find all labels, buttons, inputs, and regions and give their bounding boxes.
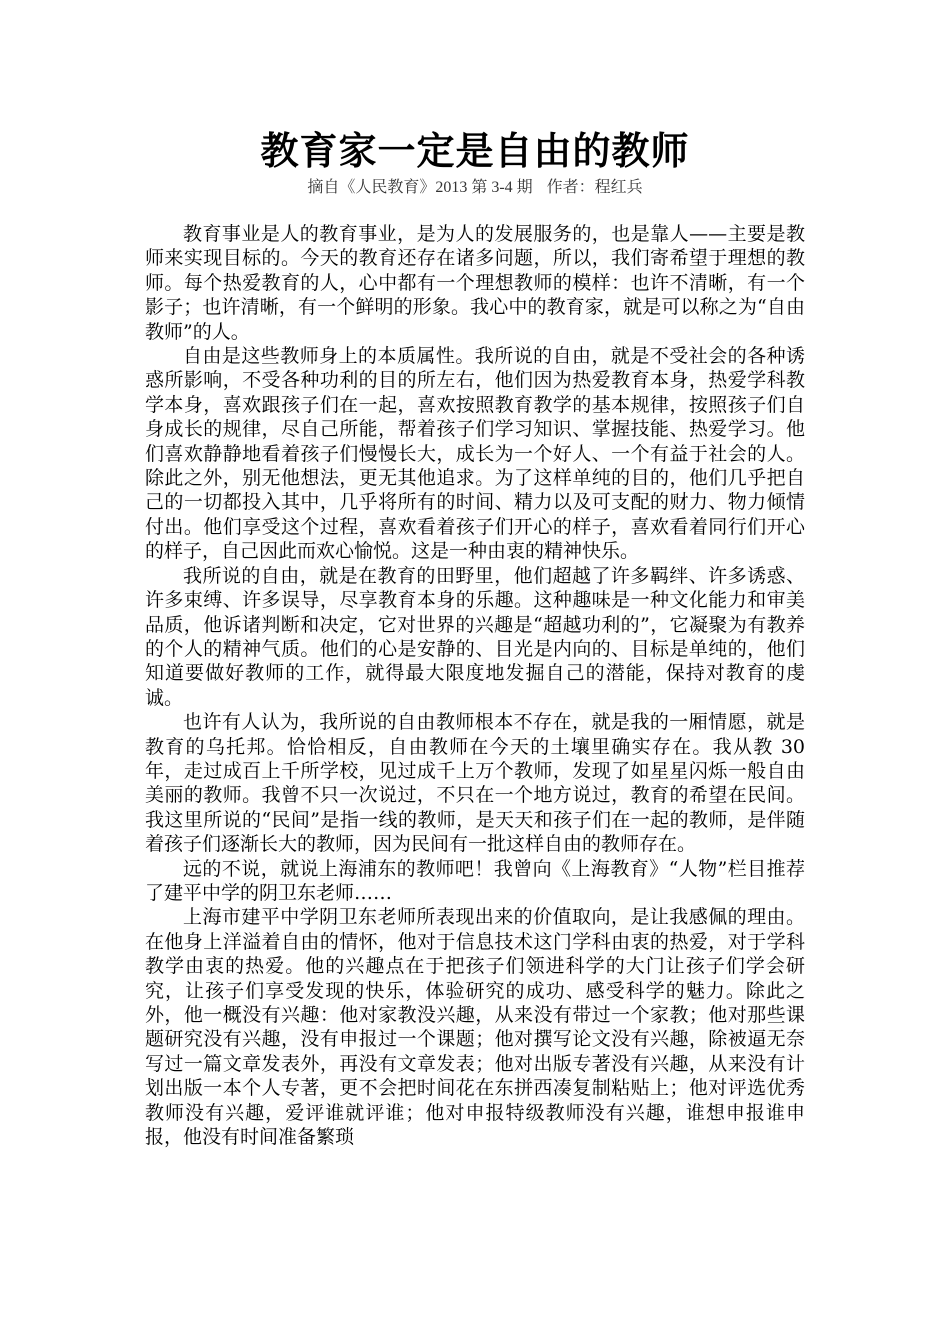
body-paragraph: 教育事业是人的教育事业，是为人的发展服务的，也是靠人——主要是教师来实现目标的。今天的教育还存在诸多问题，所以，我们寄希望于理想的教师。每个热爱教育的人，心中都有一个理想教师的模样：也许不清晰，有一个影子；也许清晰，有一个鲜明的形象。我心中的教育家，就是可以称之为“自由教师”的人。 — [145, 223, 805, 343]
body-paragraph: 远的不说，就说上海浦东的教师吧！我曾向《上海教育》“人物”栏目推荐了建平中学的阴卫东老师…… — [145, 857, 805, 904]
body-paragraph: 也许有人认为，我所说的自由教师根本不存在，就是我的一厢情愿，就是教育的乌托邦。恰恰相反，自由教师在今天的土壤里确实存在。我从教 30 年，走过成百上千所学校，见过成千上万个教师，发现了如星星闪烁一般自由美丽的教师。我曾不只一次说过，不只在一个地方说过，教育的希望在民间。我这里所说的“民间”是指一线的教师，是天天和孩子们在一起的教师，是伴随着孩子们逐渐长大的教师，因为民间有一批这样自由的教师存在。 — [145, 711, 805, 856]
body-paragraph: 自由是这些教师身上的本质属性。我所说的自由，就是不受社会的各种诱惑所影响，不受各种功利的目的所左右，他们因为热爱教育本身，热爱学科教学本身，喜欢跟孩子们在一起，喜欢按照教育教学的基本规律，按照孩子们自身成长的规律，尽自己所能，帮着孩子们学习知识、掌握技能、热爱学习。他们喜欢静静地看着孩子们慢慢长大，成长为一个好人、一个有益于社会的人。除此之外，别无他想法，更无其他追求。为了这样单纯的目的，他们几乎把自己的一切都投入其中，几乎将所有的时间、精力以及可支配的财力、物力倾情付出。他们享受这个过程，喜欢看着孩子们开心的样子，喜欢看着同行们开心的样子，自己因此而欢心愉悦。这是一种由衷的精神快乐。 — [145, 345, 805, 563]
body-paragraph: 我所说的自由，就是在教育的田野里，他们超越了许多羁绊、许多诱惑、许多束缚、许多误导，尽享教育本身的乐趣。这种趣味是一种文化能力和审美品质，他诉诸判断和决定，它对世界的兴趣是“超越功利的”，它凝聚为有教养的个人的精神气质。他们的心是安静的、目光是内向的、目标是单纯的，他们知道要做好教师的工作，就得最大限度地发掘自己的潜能，保持对教育的虔诚。 — [145, 564, 805, 709]
source-citation: 摘自《人民教育》2013 第 3-4 期 — [307, 179, 533, 196]
article-source-line — [0, 178, 950, 198]
article-body — [145, 222, 805, 1149]
body-paragraph: 上海市建平中学阴卫东老师所表现出来的价值取向，是让我感佩的理由。在他身上洋溢着自由的情怀，他对于信息技术这门学科由衷的热爱，对于学科教学由衷的热爱。他的兴趣点在于把孩子们领进科学的大门让孩子们学会研究，让孩子们享受发现的快乐，体验研究的成功、感受科学的魅力。除此之外，他一概没有兴趣：他对家教没兴趣，从来没有带过一个家教；他对那些课题研究没有兴趣，没有申报过一个课题；他对撰写论文没有兴趣，除被逼无奈写过一篇文章发表外，再没有文章发表；他对出版专著没有兴趣，从来没有计划出版一本个人专著，更不会把时间花在东拼西凑复制粘贴上；他对评选优秀教师没有兴趣，爱评谁就评谁；他对申报特级教师没有兴趣，谁想申报谁申报，他没有时间准备繁琐 — [145, 906, 805, 1149]
author-credit: 作者：程红兵 — [546, 179, 643, 196]
article-title: 教育家一定是自由的教师 — [260, 128, 690, 173]
